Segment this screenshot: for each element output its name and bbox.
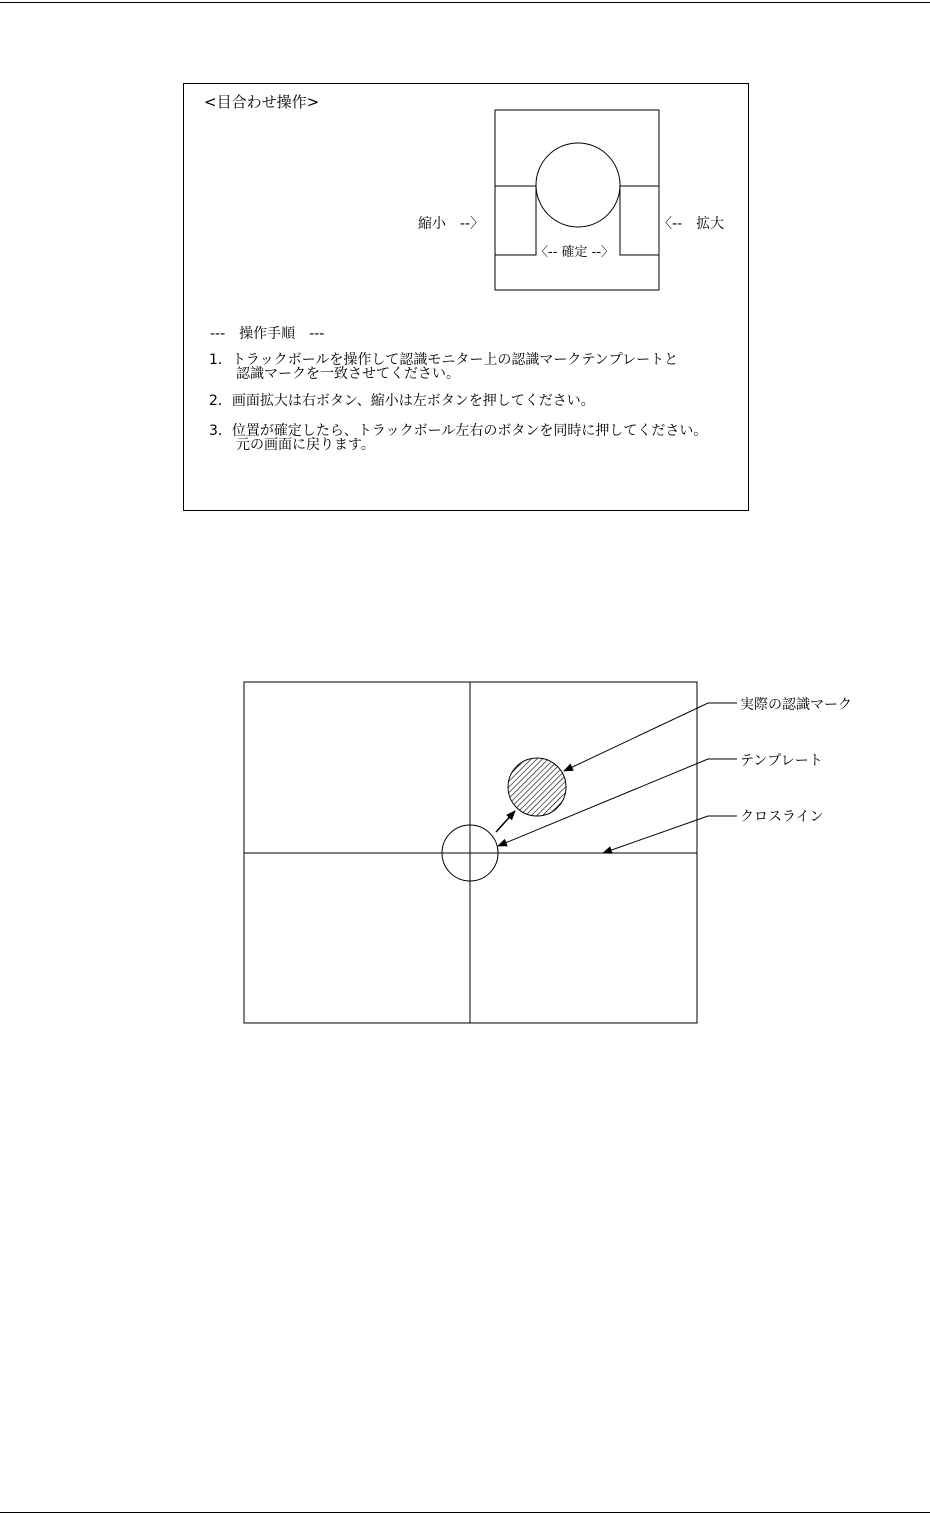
- panel-title: <目合わせ操作>: [204, 93, 320, 111]
- callout-leader-actual-mark: [564, 703, 737, 771]
- callout-leader-cross-line: [603, 816, 737, 853]
- step-3-line-2: 元の画面に戻ります。: [236, 437, 375, 453]
- shrink-label: 縮小 --〉: [418, 216, 485, 232]
- step-2: 2．画面拡大は右ボタン、縮小は左ボタンを押してください。: [209, 393, 595, 409]
- confirm-label: 〈-- 確定 --〉: [535, 245, 615, 260]
- footer-rule: [0, 1512, 930, 1513]
- callout-template: テンプレート: [740, 753, 823, 769]
- procedure-header: --- 操作手順 ---: [210, 326, 325, 342]
- step-1-line-2: 認識マークを一致させてください。: [236, 366, 460, 382]
- step-1-line-1: 1．トラックボールを操作して認識モニター上の認識マークテンプレートと: [209, 352, 679, 368]
- callout-cross-line: クロスライン: [740, 809, 824, 825]
- callout-actual-mark: 実際の認識マーク: [740, 697, 852, 713]
- step-3-line-1: 3．位置が確定したら、トラックボール左右のボタンを同時に押してください。: [209, 423, 708, 439]
- move-direction-arrow: [496, 811, 515, 832]
- actual-recognition-mark: [508, 758, 566, 816]
- enlarge-label: 〈-- 拡大: [658, 216, 725, 232]
